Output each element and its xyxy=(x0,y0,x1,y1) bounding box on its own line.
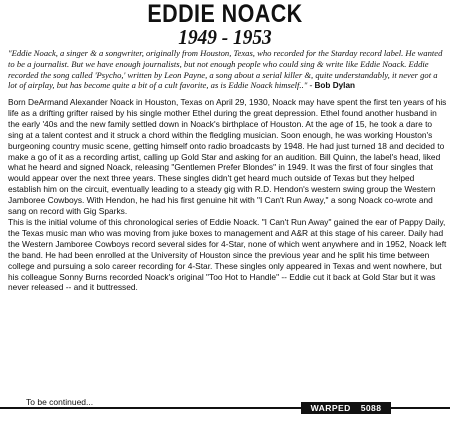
quote-text: "Eddie Noack, a singer & a songwriter, originally from Houston, Texas, who recorded for the Starday record label. He wanted to be a journalist. But we have enough journalists, but not enough people who could sing & write like Eddie Noack. Eddie recorded the song called 'Psycho,' written by Leon Payne, a song about a serial killer &, quite understandably, it never got a lot of airplay, but has become quite a bit of a cult favorite, as is Eddie Noack himself.." - xyxy=(8,48,443,91)
label-name: WARPED xyxy=(310,403,351,413)
bio-paragraph-2: This is the initial volume of this chronological series of Eddie Noack. "I Can't Run Away" gained the ear of Pappy Daily, the Texas music man who was moving from juke boxes to management and A&R at this stage of his career. Daily had the Western Jamboree Cowboys record several sides for 4-Star, none of which went anywhere and in 1952, Noack left the band. He had been enrolled at the University of Houston since the previous year and he split his time between college and pursuing a solo career recording for 4-Star. These singles only appeared in Texas and went nowhere, but his colleague Sonny Burns recorded Noack's original "Too Hot to Handle" -- Eddie cut it back at Gold Star but it was never released -- and it buttressed. xyxy=(8,216,447,293)
quote-block xyxy=(8,48,448,92)
quote-attribution: Bob Dylan xyxy=(314,81,356,91)
biography xyxy=(8,97,448,293)
label-badge xyxy=(301,402,391,414)
catalog-number: 5088 xyxy=(360,403,382,413)
continued-note: To be continued... xyxy=(26,397,94,407)
bio-paragraph-1: Born DeArmand Alexander Noack in Houston, Texas on April 29, 1930, Noack may have spent the first ten years of his life as a drifting grifter raised by his single mother Ethel during the great depression. Ethel found another husband in the early '40s and the new family settled down in Noack's birthplace of Houston. At the age of 15, he took a dare to sing at a talent contest and it struck a chord within the fledgling musician. Soon enough, he was working Houston's burgeoning country music scene, getting himself onto radio broadcasts by 1948. He had just turned 18 and decided to make a go of it as a recording artist, calling up Gold Star and asking for an audition. Bill Quinn, the label's head, liked what he heard and signed Noack, releasing "Gentlemen Prefer Blondes" in 1949. It was the first of four singles that would appear over the next three years. These singles didn't get heard much outside of Texas but they helped establish him on the circuit, eventually leading to a steady gig with R.D. Hendon's western swing group the Western Jamboree Cowboys. With Hendon, he had his first genuine hit with "I Can't Run Away," a song Noack co-wrote and sang on record with Gig Sparks. xyxy=(8,97,447,217)
header xyxy=(0,2,450,48)
years-subtitle: 1949 - 1953 xyxy=(178,25,272,49)
page-title: EDDIE NOACK xyxy=(147,0,303,28)
